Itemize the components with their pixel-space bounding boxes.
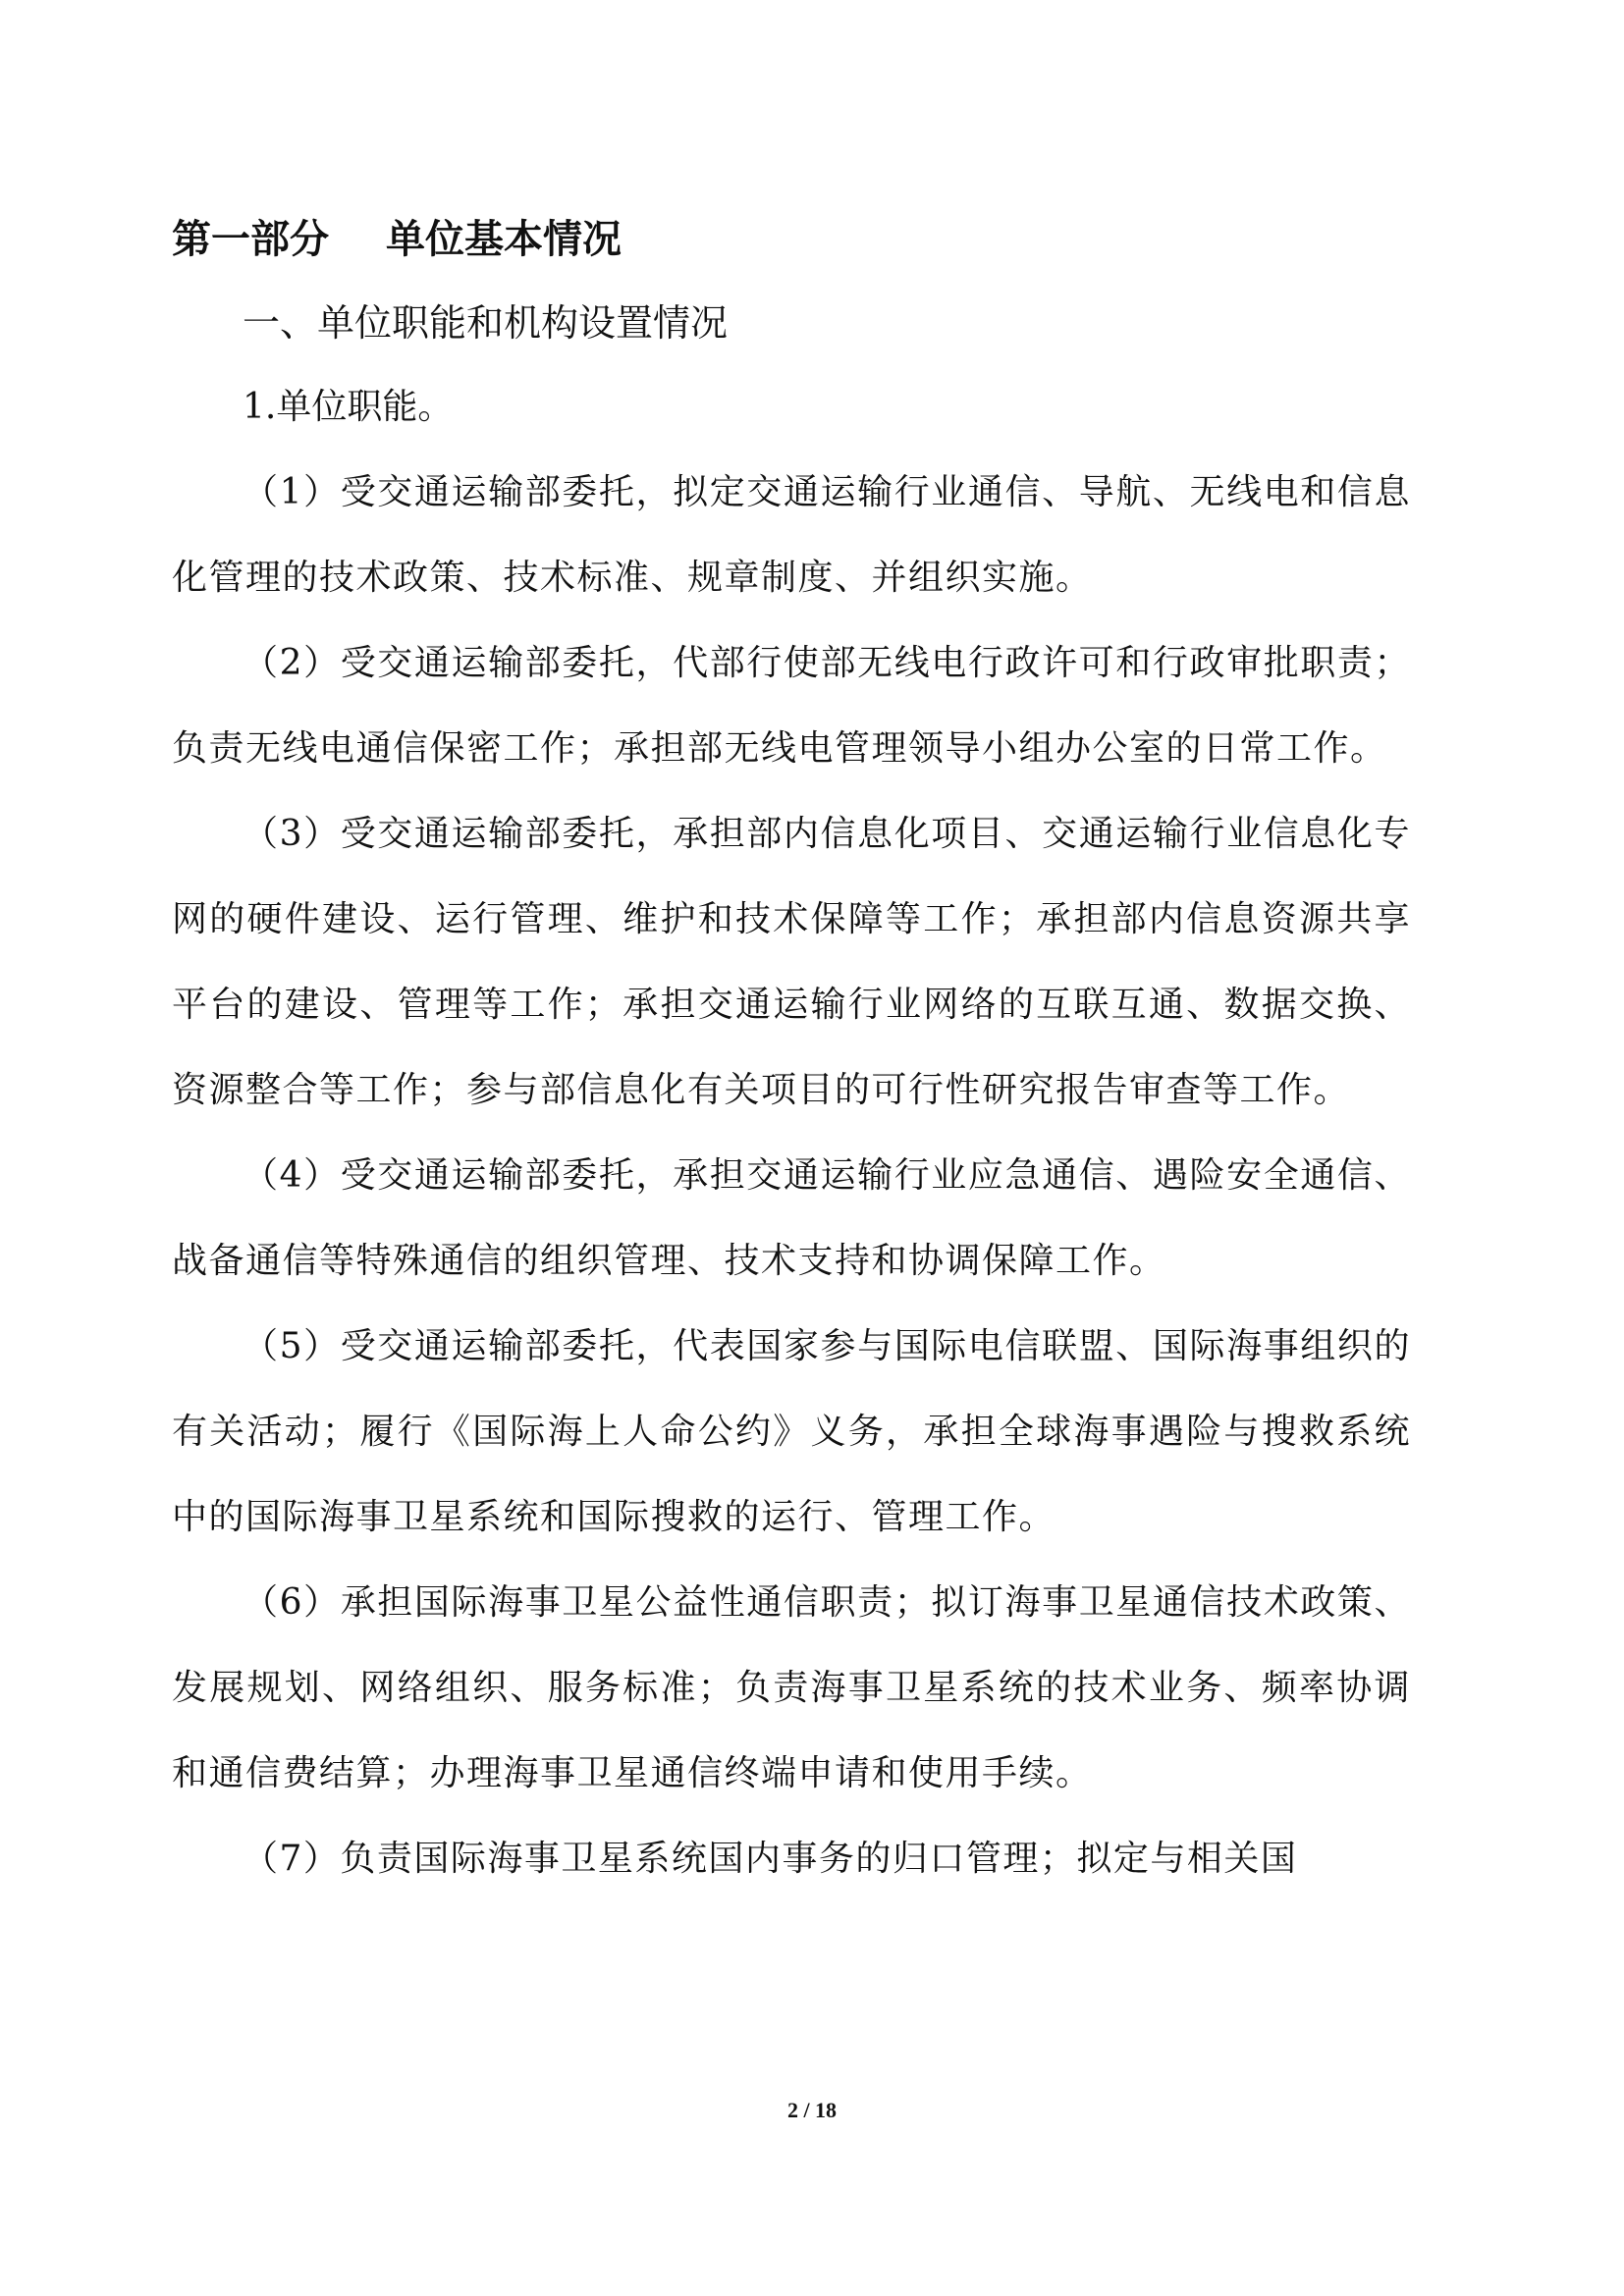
- paragraph-7: （7）负责国际海事卫星系统国内事务的归口管理；拟定与相关国: [243, 1839, 1298, 1879]
- paragraph-3: （3）受交通运输部委托，承担部内信息化项目、交通运输行业信息化专网的硬件建设、运行管理、维护和技术保障等工作；承担部内信息资源共享平台的建设、管理等工作；承担交通运输行业网络的互联互通、数据交换、资源整合等工作；参与部信息化有关项目的可行性研究报告审查等工作。: [172, 814, 1411, 1110]
- paragraph-1: （1）受交通运输部委托，拟定交通运输行业通信、导航、无线电和信息化管理的技术政策、技术标准、规章制度、并组织实施。: [172, 472, 1411, 598]
- part-title-text: 单位基本情况: [386, 217, 622, 262]
- part-label: 第一部分: [172, 217, 329, 262]
- part-title: [172, 210, 1411, 269]
- paragraph-5: （5）受交通运输部委托，代表国家参与国际电信联盟、国际海事组织的有关活动；履行《国际海上人命公约》义务，承担全球海事遇险与搜救系统中的国际海事卫星系统和国际搜救的运行、管理工作。: [172, 1326, 1411, 1537]
- paragraph-2: （2）受交通运输部委托，代部行使部无线电行政许可和行政审批职责；负责无线电通信保密工作；承担部无线电管理领导小组办公室的日常工作。: [172, 643, 1411, 769]
- page-number: 2 / 18: [786, 2098, 838, 2122]
- paragraph-4: （4）受交通运输部委托，承担交通运输行业应急通信、遇险安全通信、战备通信等特殊通信的组织管理、技术支持和协调保障工作。: [172, 1155, 1411, 1281]
- section-heading: 一、单位职能和机构设置情况: [243, 301, 729, 345]
- paragraph-6: （6）承担国际海事卫星公益性通信职责；拟订海事卫星通信技术政策、发展规划、网络组织、服务标准；负责海事卫星系统的技术业务、频率协调和通信费结算；办理海事卫星通信终端申请和使用手续。: [172, 1582, 1411, 1793]
- sub-heading: 1.单位职能。: [243, 387, 454, 427]
- page-content: [172, 210, 1411, 1901]
